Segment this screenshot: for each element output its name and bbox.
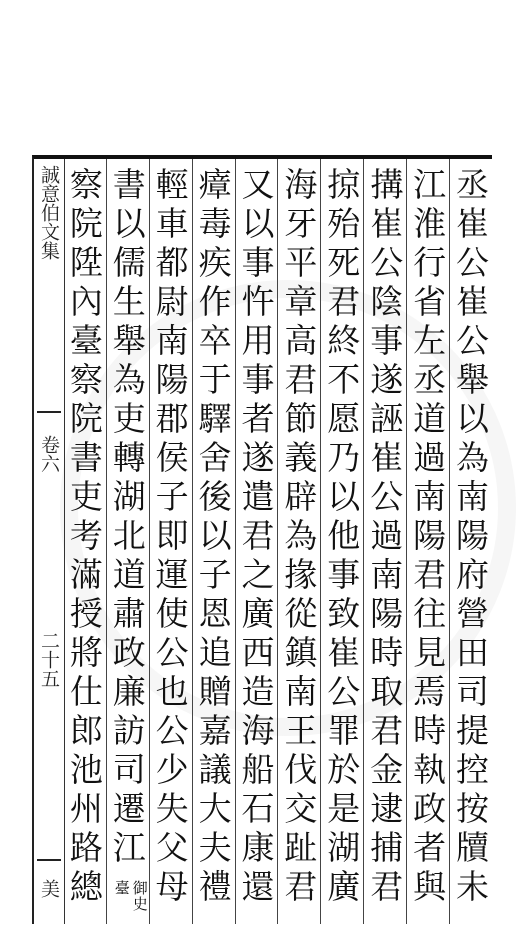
page-number: 二十五 xyxy=(38,631,60,688)
lower-fishtail-line xyxy=(37,859,61,861)
column-text: 書以儒生舉為吏轉湖北道肅政廉訪司遷江 xyxy=(107,167,147,869)
text-column xyxy=(192,159,235,924)
printer-mark: 美 xyxy=(38,879,60,898)
column-text: 江淮行省左丞道過南陽君往見焉時執政者與 xyxy=(408,167,448,908)
volume-label: 卷六 xyxy=(38,435,60,473)
column-text: 海牙平章高君節義辟為掾從鎮南王伐交趾君 xyxy=(279,167,319,908)
page-margin-strip xyxy=(34,159,65,924)
column-text: 掠殆死君終不愿乃以他事致崔公罪於是湖廣 xyxy=(322,167,362,908)
fishtail-mark xyxy=(37,411,61,429)
column-text: 察院陞內臺察院書吏考滿授將仕郎池州路總 xyxy=(64,167,104,908)
text-column xyxy=(64,159,106,924)
text-column xyxy=(363,159,406,924)
text-column xyxy=(277,159,320,924)
text-column xyxy=(449,159,492,924)
column-text: 丞崔公崔公舉以為南陽府營田司提控按牘未 xyxy=(451,167,490,908)
text-columns xyxy=(64,159,492,924)
interlinear-note: 御史臺 xyxy=(112,880,149,913)
text-column xyxy=(149,159,192,924)
text-frame xyxy=(32,155,492,924)
column-text: 瘴毒疾作卒于驛舍後以子恩追贈嘉議大夫禮 xyxy=(193,167,233,908)
text-column xyxy=(235,159,278,924)
text-column xyxy=(320,159,363,924)
column-text: 搆崔公陰事遂誣崔公過南陽時取君金逮捕君 xyxy=(365,167,405,908)
text-column xyxy=(106,159,149,924)
column-text: 又以事忤用事者遂遣君之廣西造海船石康還 xyxy=(236,167,276,908)
column-text: 輕車都尉南陽郡侯子即運使公也公少失父母 xyxy=(150,167,190,908)
book-title: 誠意伯文集 xyxy=(38,165,60,260)
text-column xyxy=(406,159,449,924)
